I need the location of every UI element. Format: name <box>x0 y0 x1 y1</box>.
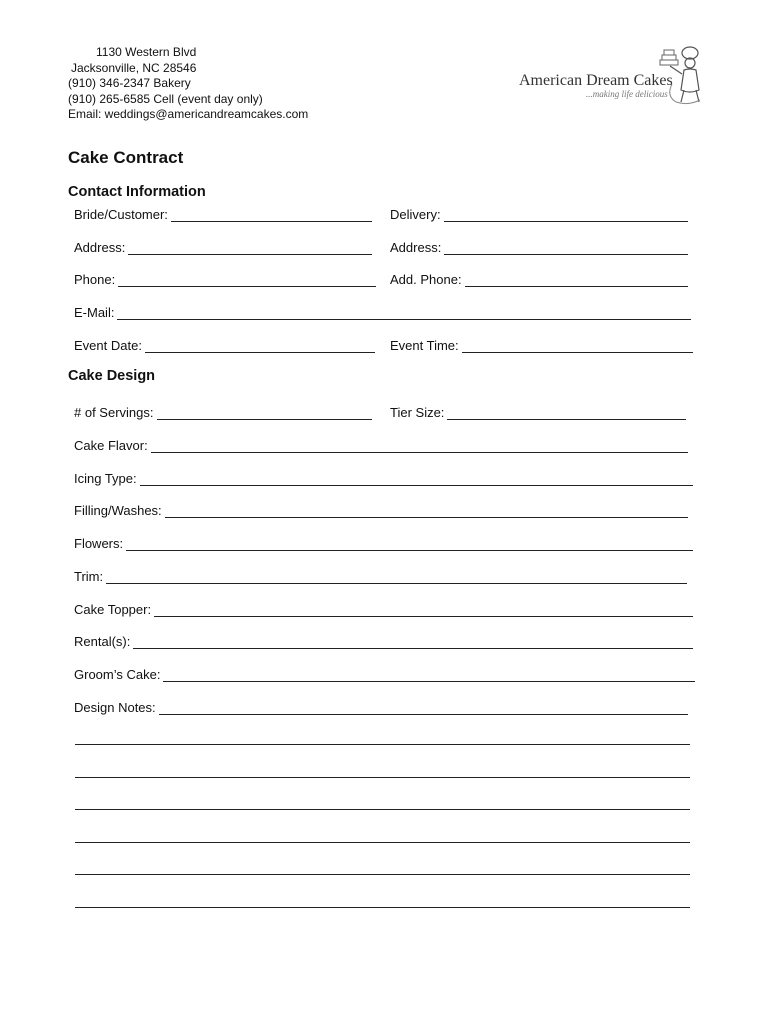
trim-field[interactable] <box>74 566 687 584</box>
address-field[interactable] <box>74 237 372 255</box>
form-row <box>74 335 696 353</box>
event-date-field[interactable] <box>74 335 375 353</box>
logo-tagline: ...making life delicious <box>586 89 668 99</box>
rentals-field[interactable] <box>74 631 693 649</box>
address-city: Jacksonville, NC 28546 <box>71 60 197 75</box>
form-row <box>74 302 696 320</box>
field-label: Flowers: <box>74 536 124 551</box>
field-label: Delivery: <box>390 207 441 222</box>
field-label: Address: <box>74 240 126 255</box>
flowers-field[interactable] <box>74 533 693 551</box>
design-notes-line[interactable] <box>75 842 690 843</box>
design-notes-line[interactable] <box>75 809 690 810</box>
event-time-field[interactable] <box>390 335 693 353</box>
field-label: Cake Topper: <box>74 602 152 617</box>
field-label: Trim: <box>74 569 104 584</box>
form-row <box>74 468 696 486</box>
form-row <box>74 204 696 222</box>
cake-flavor-field[interactable] <box>74 435 688 453</box>
field-label: Event Time: <box>390 338 459 353</box>
delivery-address-field[interactable] <box>390 237 688 255</box>
icing-type-field[interactable] <box>74 468 693 486</box>
field-label: Groom’s Cake: <box>74 667 161 682</box>
form-row <box>74 697 696 715</box>
field-label: Design Notes: <box>74 700 156 715</box>
form-row <box>74 269 696 287</box>
design-notes-line[interactable] <box>75 907 690 908</box>
section-heading-contact: Contact Information <box>68 184 206 200</box>
field-label: Rental(s): <box>74 634 131 649</box>
section-heading-design: Cake Design <box>68 368 156 384</box>
phone-field[interactable] <box>74 269 376 287</box>
bakery-address-block <box>68 45 308 123</box>
form-row <box>74 500 696 518</box>
form-row <box>74 631 696 649</box>
email-address: Email: weddings@americandreamcakes.com <box>68 107 309 121</box>
design-notes-line[interactable] <box>75 744 690 745</box>
page-title: Cake Contract <box>68 148 184 167</box>
grooms-cake-field[interactable] <box>74 664 695 682</box>
field-label: Address: <box>390 240 442 255</box>
cake-topper-field[interactable] <box>74 599 693 617</box>
field-label: Event Date: <box>74 338 142 353</box>
field-label: E-Mail: <box>74 305 115 320</box>
field-label: Cake Flavor: <box>74 438 148 453</box>
form-row <box>74 533 696 551</box>
form-row <box>74 599 696 617</box>
field-label: Phone: <box>74 272 116 287</box>
form-row <box>74 664 696 682</box>
form-row <box>74 237 696 255</box>
cell-phone: (910) 265-6585 Cell (event day only) <box>68 91 263 106</box>
delivery-field[interactable] <box>390 204 688 222</box>
bride-customer-field[interactable] <box>74 204 372 222</box>
form-row <box>74 402 696 420</box>
company-logo <box>516 44 706 106</box>
field-label: # of Servings: <box>74 405 154 420</box>
servings-field[interactable] <box>74 402 372 420</box>
filling-washes-field[interactable] <box>74 500 688 518</box>
tier-size-field[interactable] <box>390 402 686 420</box>
form-row <box>74 566 696 584</box>
field-label: Add. Phone: <box>390 272 462 287</box>
design-notes-line[interactable] <box>75 874 690 875</box>
field-label: Tier Size: <box>390 405 445 420</box>
additional-phone-field[interactable] <box>390 269 688 287</box>
design-notes-field[interactable] <box>74 697 688 715</box>
field-label: Icing Type: <box>74 471 137 486</box>
address-street: 1130 Western Blvd <box>96 45 197 59</box>
logo-name: American Dream Cakes <box>519 72 673 89</box>
form-row <box>74 435 696 453</box>
email-field[interactable] <box>74 302 691 320</box>
bakery-phone: (910) 346-2347 Bakery <box>68 76 191 90</box>
field-label: Bride/Customer: <box>74 207 168 222</box>
design-notes-line[interactable] <box>75 777 690 778</box>
field-label: Filling/Washes: <box>74 503 162 518</box>
